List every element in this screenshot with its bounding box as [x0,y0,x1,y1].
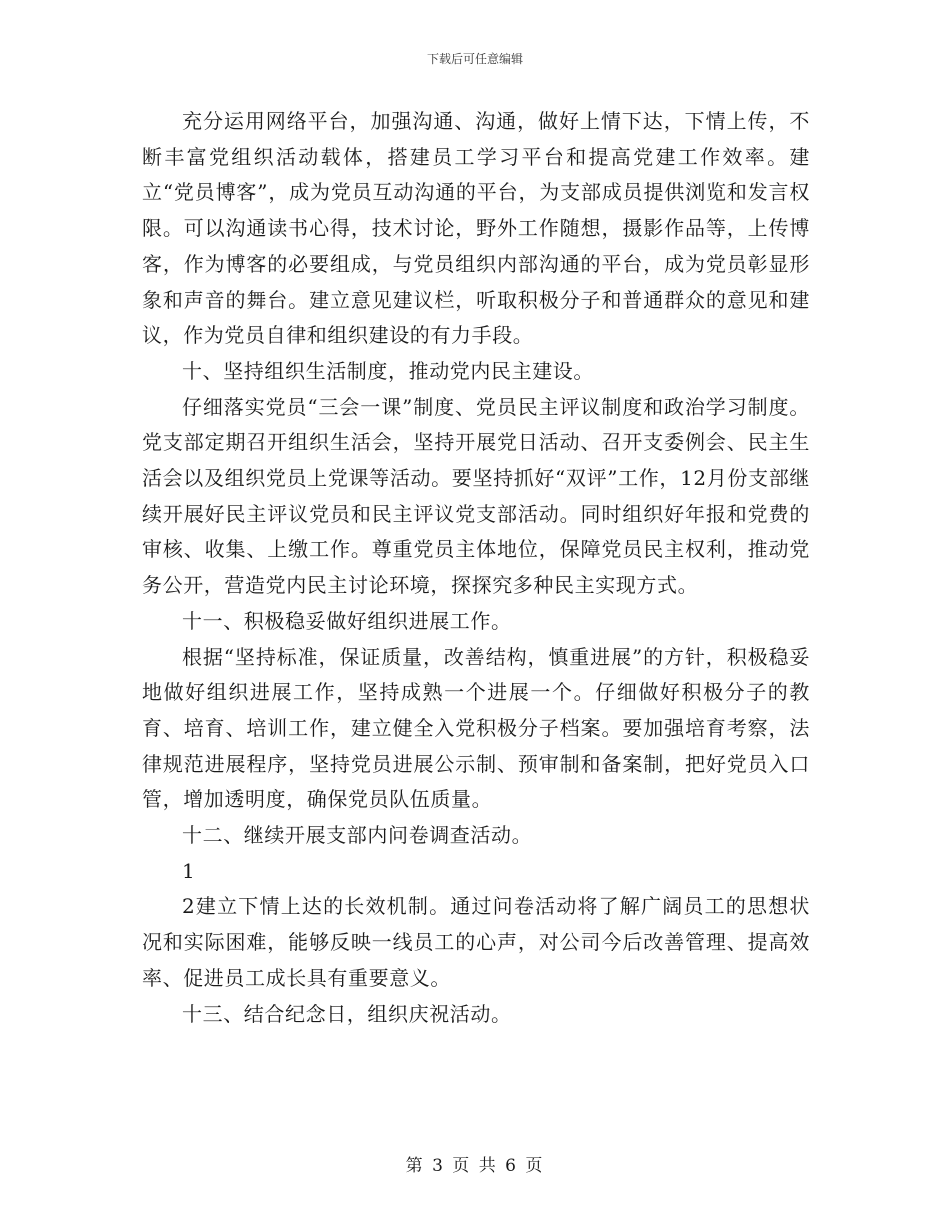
section-heading-13: 十三、结合纪念日，组织庆祝活动。 [182,1001,512,1026]
page-header: 下载后可任意编辑 [426,52,523,66]
paragraph-organization-development: 根据“坚持标准，保证质量，改善结构，慎重进展”的方针，积极稳妥地做好组织进展工作，坚持成熟一个进展一个。仔细做好积极分子的教育、培育、培训工作，建立健全入党积极分子档案。要加强培育考察，法律规范进展程序，坚持党员进展公示制、预审制和备案制，把好党员入口管，增加透明度，确保党员队伍质量。 [142,644,810,812]
page-number-footer: 第 3 页 共 6 页 [405,1156,545,1176]
paragraph-survey-mechanism: 2建立下情上达的长效机制。通过问卷活动将了解广阔员工的思想状况和实际困难，能够反映一线员工的心声，对公司今后改善管理、提高效率、促进员工成长具有重要意义。 [142,894,810,990]
paragraph-organization-life: 仔细落实党员“三会一课”制度、党员民主评议制度和政治学习制度。党支部定期召开组织生活会，坚持开展党日活动、召开支委例会、民主生活会以及组织党员上党课等活动。要坚持抓好“双评”工作，12月份支部继续开展好民主评议党员和民主评议党支部活动。同时组织好年报和党费的审核、收集、上缴工作。尊重党员主体地位，保障党员民主权利，推动党务公开，营造党内民主讨论环境，探探究多种民主实现方式。 [142,394,810,598]
document-body [142,104,810,1032]
section-heading-11: 十一、积极稳妥做好组织进展工作。 [182,608,512,633]
section-heading-12: 十二、继续开展支部内问卷调查活动。 [182,823,533,848]
section-heading-10: 十、坚持组织生活制度，推动党内民主建设。 [182,358,594,383]
paragraph-number: 1 [182,858,196,883]
paragraph-network-platform: 充分运用网络平台，加强沟通、沟通，做好上情下达，下情上传，不断丰富党组织活动载体，搭建员工学习平台和提高党建工作效率。建立“党员博客”，成为党员互动沟通的平台，为支部成员提供浏览和发言权限。可以沟通读书心得，技术讨论，野外工作随想，摄影作品等，上传博客，作为博客的必要组成，与党员组织内部沟通的平台，成为党员彰显形象和声音的舞台。建立意见建议栏，听取积极分子和普通群众的意见和建议，作为党员自律和组织建设的有力手段。 [142,109,810,348]
